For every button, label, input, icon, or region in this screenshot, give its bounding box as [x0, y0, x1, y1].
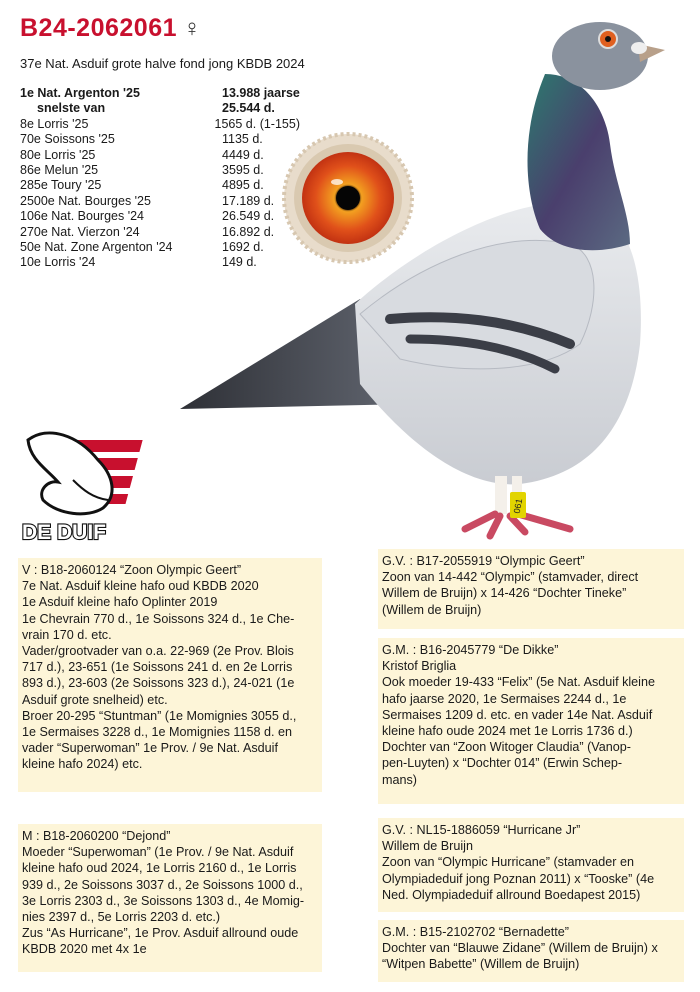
- pedigree-line: G.M. : B16-2045779 “De Dikke”: [382, 643, 559, 657]
- result-value: 26.549 d.: [222, 209, 275, 224]
- pedigree-line: Zus “As Hurricane”, 1e Prov. Asduif allround oude: [22, 926, 299, 941]
- pedigree-mother: [18, 824, 322, 972]
- logo-text: DE DUIF: [22, 521, 106, 544]
- pedigree-line: vrain 170 d. etc.: [22, 627, 112, 642]
- result-label: 50e Nat. Zone Argenton '24: [20, 240, 173, 255]
- pedigree-line: Dochter van “Blauwe Zidane” (Willem de Bruijn) x: [382, 941, 658, 956]
- leg-ring-label: 061: [511, 497, 525, 515]
- result-label: snelste van: [37, 101, 106, 116]
- pedigree-line: pen-Luyten) x “Dochter 014” (Erwin Schep-: [382, 756, 623, 771]
- result-value: 4449 d.: [222, 147, 264, 162]
- pigeon-photo: [160, 14, 695, 542]
- result-value: 1692 d.: [222, 240, 264, 255]
- pedigree-paternal-grandmother: [378, 638, 684, 804]
- pedigree-line: mans): [382, 772, 417, 787]
- pedigree-line: V : B18-2060124 “Zoon Olympic Geert”: [22, 563, 242, 577]
- pedigree-line: M : B18-2060200 “Dejond”: [22, 829, 171, 843]
- pedigree-line: Sermaises 1209 d. etc. en vader 14e Nat. Asduif: [382, 707, 653, 722]
- pedigree-line: Kristof Briglia: [382, 659, 457, 674]
- pedigree-line: Willem de Bruijn: [382, 839, 473, 854]
- female-symbol-icon: ♀: [183, 15, 202, 42]
- pedigree-line: G.V. : B17-2055919 “Olympic Geert”: [382, 554, 585, 568]
- pedigree-line: Ned. Olympiadeduif allround Boedapest 2015): [382, 887, 641, 902]
- pedigree-line: 717 d.), 23-651 (1e Soissons 241 d. en 2e Lorris: [22, 660, 293, 675]
- pedigree-maternal-grandfather: [378, 818, 684, 912]
- pedigree-line: Ook moeder 19-433 “Felix” (5e Nat. Asduif kleine: [382, 675, 655, 690]
- pedigree-line: Moeder “Superwoman” (1e Prov. / 9e Nat. Asduif: [22, 845, 294, 860]
- result-label: 70e Soissons '25: [20, 132, 115, 147]
- pedigree-line: G.M. : B15-2102702 “Bernadette”: [382, 925, 569, 939]
- result-value: 13.988 jaarse: [222, 86, 300, 100]
- result-label: 1e Nat. Argenton '25: [20, 86, 140, 100]
- pedigree-line: “Witpen Babette” (Willem de Bruijn): [382, 957, 580, 972]
- pedigree-line: 893 d.), 23-603 (2e Soissons 323 d.), 24-021 (1e: [22, 676, 295, 691]
- result-label: 10e Lorris '24: [20, 255, 96, 270]
- result-label: 2500e Nat. Bourges '25: [20, 193, 151, 208]
- pedigree-line: kleine hafo oude 2024 met 1e Lorris 1736 d.): [382, 724, 633, 739]
- pedigree-line: 1e Sermaises 3228 d., 1e Momignies 1158 d. en: [22, 725, 292, 740]
- result-label: 86e Melun '25: [20, 163, 99, 178]
- ring-number: B24-2062061: [20, 14, 178, 42]
- pedigree-line: kleine hafo oud 2024, 1e Lorris 2160 d., 1e Lorris: [22, 861, 297, 876]
- result-label: 285e Toury '25: [20, 178, 102, 193]
- pedigree-line: nies 2397 d., 5e Lorris 2203 d. etc.): [22, 910, 221, 925]
- de-duif-logo: [18, 420, 148, 550]
- pedigree-line: Zoon van 14-442 “Olympic” (stamvader, direct: [382, 570, 639, 585]
- pedigree-line: Dochter van “Zoon Witoger Claudia” (Vanop-: [382, 740, 631, 755]
- pedigree-line: Zoon van “Olympic Hurricane” (stamvader en: [382, 855, 634, 870]
- result-value: 16.892 d.: [222, 224, 275, 239]
- pedigree-line: (Willem de Bruijn): [382, 602, 482, 617]
- pedigree-line: 3e Lorris 2303 d., 3e Soissons 1303 d., 4e Momig-: [22, 893, 305, 908]
- result-value: 3595 d.: [222, 163, 264, 178]
- pedigree-line: 939 d., 2e Soissons 3037 d., 2e Soissons 1000 d.,: [22, 877, 303, 892]
- pedigree-line: vader “Superwoman” 1e Prov. / 9e Nat. Asduif: [22, 741, 278, 756]
- eye-closeup-icon: [282, 132, 414, 264]
- pedigree-line: 7e Nat. Asduif kleine hafo oud KBDB 2020: [22, 579, 259, 594]
- pedigree-line: Olympiadeduif jong Poznan 2011) x “Tooske” (4e: [382, 871, 655, 886]
- result-label: 8e Lorris '25: [20, 116, 89, 131]
- result-value: 1565 d. (1-155): [214, 116, 300, 131]
- result-value: 149 d.: [222, 255, 257, 270]
- pedigree-line: 1e Chevrain 770 d., 1e Soissons 324 d., 1e Che-: [22, 611, 295, 626]
- result-value: 25.544 d.: [222, 101, 275, 116]
- pedigree-maternal-grandmother: [378, 920, 684, 982]
- pedigree-line: kleine hafo 2024) etc.: [22, 757, 143, 772]
- result-label: 270e Nat. Vierzon '24: [20, 224, 140, 239]
- result-label: 80e Lorris '25: [20, 147, 96, 162]
- pedigree-line: G.V. : NL15-1886059 “Hurricane Jr”: [382, 823, 581, 837]
- pedigree-paternal-grandfather: [378, 549, 684, 629]
- pedigree-line: Vader/grootvader van o.a. 22-969 (2e Prov. Blois: [22, 644, 294, 659]
- pedigree-father: [18, 558, 322, 792]
- pedigree-line: Broer 20-295 “Stuntman” (1e Momignies 3055 d.,: [22, 708, 297, 723]
- pedigree-line: Asduif grote snelheid) etc.: [22, 692, 168, 707]
- pedigree-line: 1e Asduif kleine hafo Oplinter 2019: [22, 595, 218, 610]
- pedigree-line: hafo jaarse 2020, 1e Sermaises 2244 d., 1e: [382, 691, 627, 706]
- subtitle: 37e Nat. Asduif grote halve fond jong KBDB 2024: [20, 56, 305, 71]
- result-label: 106e Nat. Bourges '24: [20, 209, 144, 224]
- result-value: 1135 d.: [222, 132, 263, 147]
- pedigree-line: KBDB 2020 met 4x 1e: [22, 942, 147, 957]
- result-value: 17.189 d.: [222, 193, 275, 208]
- result-value: 4895 d.: [222, 178, 264, 193]
- pedigree-line: Willem de Bruijn) x 14-426 “Dochter Tineke”: [382, 586, 627, 601]
